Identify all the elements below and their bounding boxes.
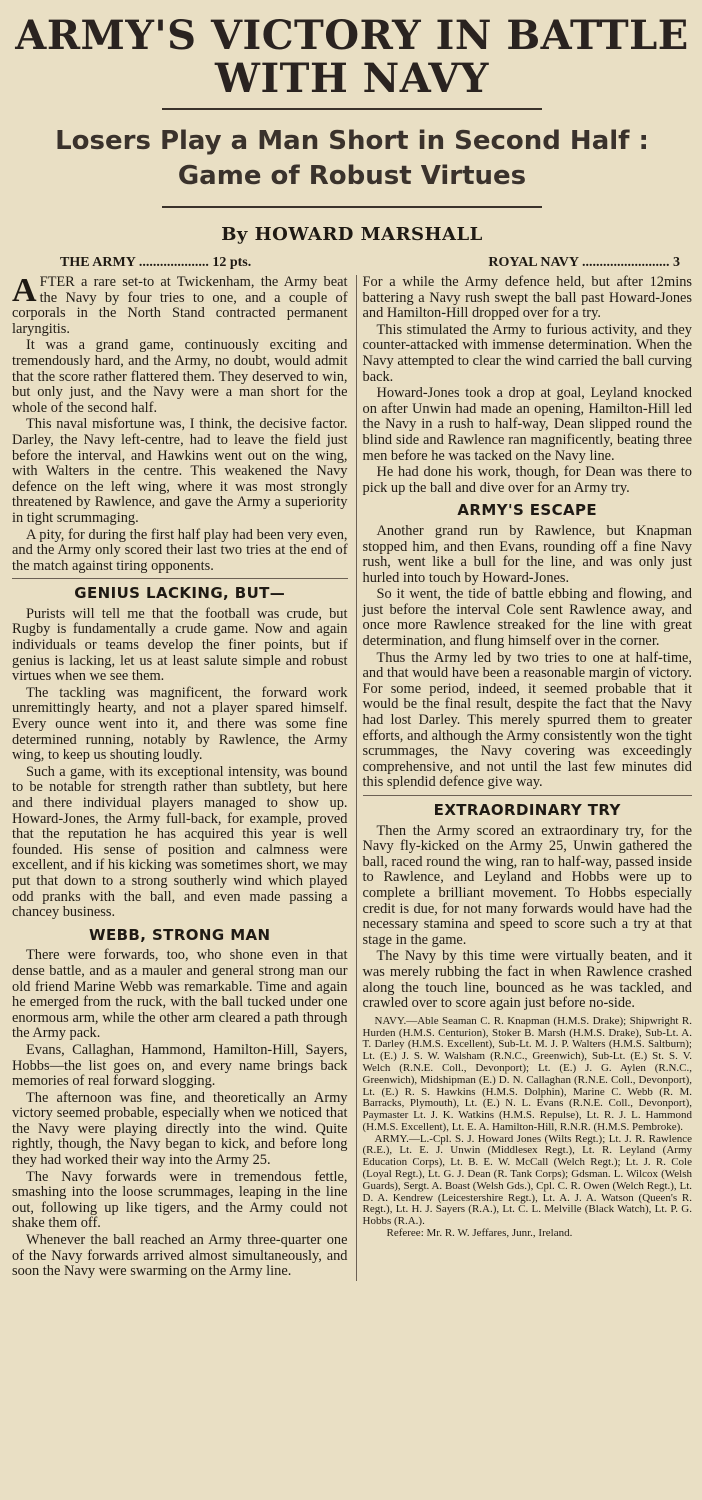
paragraph — [12, 272, 348, 337]
paragraph: Howard-Jones took a drop at goal, Leyland knocked on after Unwin had made an opening, Hamilton-Hill led the Navy in a rush to half-way, Dean slipped round the blind side and Rawlence ran magnificently, beating three men before he was tacked on the Navy line. — [362, 385, 692, 464]
section-heading: GENIUS LACKING, BUT— — [74, 584, 286, 603]
paragraph: This naval misfortune was, I think, the decisive factor. Darley, the Navy left-centre, had to leave the field just before the interval, and Hawkins went out on the wing, with Walters in the centre. This weakened the Navy defence on the left wing, where it was most strongly threatened by Rawlence, and gave the Army a superiority in tight scrummaging. — [12, 416, 348, 526]
section-heading: ARMY'S ESCAPE — [457, 501, 598, 520]
paragraph: For a while the Army defence held, but after 12mins battering a Navy rush swept the ball past Howard-Jones and Hamilton-Hill dropped over for a try. — [362, 274, 692, 322]
paragraph: So it went, the tide of battle ebbing and flowing, and just before the interval Cole sent Rawlence away, and once more Rawlence streaked for the line with great determination, and flung himself over in the corner. — [362, 586, 692, 650]
byline: By HOWARD MARSHALL — [221, 224, 483, 245]
paragraph: Whenever the ball reached an Army three-quarter one of the Navy forwards arrived almost simultaneously, and soon the Navy were swarming on the Army line. — [12, 1232, 348, 1280]
paragraph: Thus the Army led by two tries to one at half-time, and that would have been a reasonable margin of victory. For some period, indeed, it seemed probable that it would be the final result, despite the fact that the Navy had lost Darley. This merely spurred them to greater efforts, and although the Army consistently won the tight scrummages, the Navy covering was exceedingly comprehensive, and not until the last few minutes did this splendid defence give way. — [362, 649, 692, 791]
left-column — [12, 272, 348, 1281]
paragraph: The tackling was magnificent, the forward work unremittingly hearty, and not a player spared himself. Every ounce went into it, and there was some fine determined running, notably by Rawlence, the Army wing, to keep us shouting loudly. — [12, 684, 348, 764]
subheadline-rule — [162, 206, 542, 208]
paragraph: He had done his work, though, for Dean was there to pick up the ball and dive over for an Army try. — [362, 464, 692, 496]
right-column — [356, 275, 693, 1281]
drop-cap: A — [12, 272, 37, 309]
referee-line: Referee: Mr. R. W. Jeffares, Junr., Ireland. — [386, 1227, 573, 1240]
subheadline: Losers Play a Man Short in Second Half : Game of Robust Virtues — [55, 126, 649, 191]
score-line — [12, 253, 692, 273]
paragraph: This stimulated the Army to furious activity, and they counter-attacked with immense determination. When the Navy attempted to clear the wind carried the ball curving back. — [362, 321, 692, 385]
navy-team-list: NAVY.—Able Seaman C. R. Knapman (H.M.S. Drake); Shipwright R. Hurden (H.M.S. Centurion), Stoker B. Marsh (H.M.S. Drake), Sub-Lt. A. T. Darley (H.M.S. Excellent), Sub-Lt. M. J. P. Walters (H.M.S. Saltburn); Lt. (E.) J. S. W. Walsham (R.N.C., Greenwich), Sub-Lt. (E.) St. S. V. Welch (R.N.E. Coll., Devonport); Lt. (E.) J. G. Aylen (R.N.C., Greenwich), Midshipman (E.) D. N. Callaghan (R.N.E. Coll., Devonport), Lt. (E.) R. S. Hawkins (H.M.S. Dolphin), Marine C. Webb (R. M. Barracks, Plymouth), Lt. (E.) N. L. Evans (R.N.E. Coll., Devonport), Paymaster Lt. J. K. Watkins (H.M.S. Repulse), Lt. R. J. L. Hammond (H.M.S. Excellent), Lt. E. A. Hamilton-Hill, R.N.R. (H.M.S. Pembroke). — [362, 1014, 692, 1133]
paragraph: Such a game, with its exceptional intensity, was bound to be notable for strength rather than subtlety, but here and there individual players managed to show up. Howard-Jones, the Army full-back, for example, proved that the reputation he has acquired this year is well founded. His sense of position and calmness were excellent, and if his kicking was sometimes short, we may put that down to a strong southerly wind which played odd pranks with the ball, and even made passing a chancey business. — [12, 763, 348, 921]
paragraph-text: FTER a rare set-to at Twickenham, the Army beat the Navy by four tries to one, and a couple of corporals in the North Stand contracted permanent laryngitis. — [12, 274, 348, 337]
army-team-list: ARMY.—L.-Cpl. S. J. Howard Jones (Wilts Regt.); Lt. J. R. Rawlence (R.E.), Lt. E. J. Unwin (Middlesex Regt.), Lt. R. Leyland (Army Education Corps), Lt. B. E. W. McCall (Welch Regt.); Lt. J. R. Cole (Loyal Regt.), Lt. G. J. Dean (R. Tank Corps); Gdsman. L. Wilcox (Welsh Guards), Sergt. A. Boast (Welsh Gds.), Cpl. C. R. Owen (Welch Regt.), Lt. D. A. Kendrew (Leicestershire Regt.), Lt. A. J. A. Watson (Queen's R. Regt.), Lt. H. J. Sayers (R.A.), Lt. C. L. Melville (Black Watch), Lt. P. G. Hobbs (R.A.). — [362, 1132, 692, 1228]
paragraph: There were forwards, too, who shone even in that dense battle, and as a mauler and general strong man our old friend Marine Webb was remarkable. Time and again he emerged from the ruck, with the ball tucked under one enormous arm, while the other arm cleared a path through the Army pack. — [12, 947, 348, 1042]
paragraph: A pity, for during the first half play had been very even, and the Army only scored their last two tries at the end of the match against tiring opponents. — [12, 526, 348, 574]
paragraph: Purists will tell me that the football was crude, but Rugby is fundamentally a crude game. Now and again individuals or teams develop the finer points, but if genius is lacking, let us at least salute simple and robust virtues when we see them. — [12, 605, 348, 685]
section-heading: EXTRAORDINARY TRY — [433, 801, 621, 819]
headline: ARMY'S VICTORY IN BATTLE WITH NAVY — [15, 12, 689, 102]
section-rule — [363, 795, 693, 796]
paragraph: The afternoon was fine, and theoretically an Army victory seemed probable, especially when we noticed that the Navy were playing directly into the wind. Quite rightly, though, the Navy began to kick, and before long they had worked their way into the Army 25. — [12, 1089, 348, 1169]
section-heading: WEBB, STRONG MAN — [89, 925, 271, 944]
article-body — [12, 272, 692, 1281]
team-lists — [363, 1016, 693, 1240]
army-score: THE ARMY .................... 12 pts. — [60, 255, 252, 270]
navy-score: ROYAL NAVY ......................... 3 — [488, 255, 680, 270]
paragraph: The Navy by this time were virtually beaten, and it was merely rubbing the fact in when Rawlence crashed along the touch line, bounced as he was tackled, and crawled over to score again just before no-side. — [362, 948, 692, 1012]
headline-rule — [162, 108, 542, 110]
paragraph: Another grand run by Rawlence, but Knapman stopped him, and then Evans, rounding off a fine Navy rush, went like a bull for the line, and was only just hurled into touch by Howard-Jones. — [362, 522, 692, 586]
paragraph: Evans, Callaghan, Hammond, Hamilton-Hill, Sayers, Hobbs—the list goes on, and every name brings back memories of real forward slogging. — [12, 1041, 348, 1090]
paragraph: It was a grand game, continuously exciting and tremendously hard, and the Army, no doubt, would admit that the score rather flattered them. They deserved to win, but only just, and the Navy were a man short for the whole of the second half. — [12, 337, 348, 416]
section-rule — [12, 578, 348, 579]
paragraph: The Navy forwards were in tremendous fettle, smashing into the loose scrummages, leaping in the line out, following up like tigers, and the Army could not shake them off. — [12, 1168, 348, 1232]
paragraph: Then the Army scored an extraordinary try, for the Navy fly-kicked on the Army 25, Unwin gathered the ball, raced round the wing, ran to half-way, passed inside to Rawlence, and Leyland and Hobbs were up to complete a brilliant movement. To Hobbs especially credit is due, for not many forwards would have had the necessary stamina and speed to score such a try at that stage in the game. — [362, 822, 692, 948]
